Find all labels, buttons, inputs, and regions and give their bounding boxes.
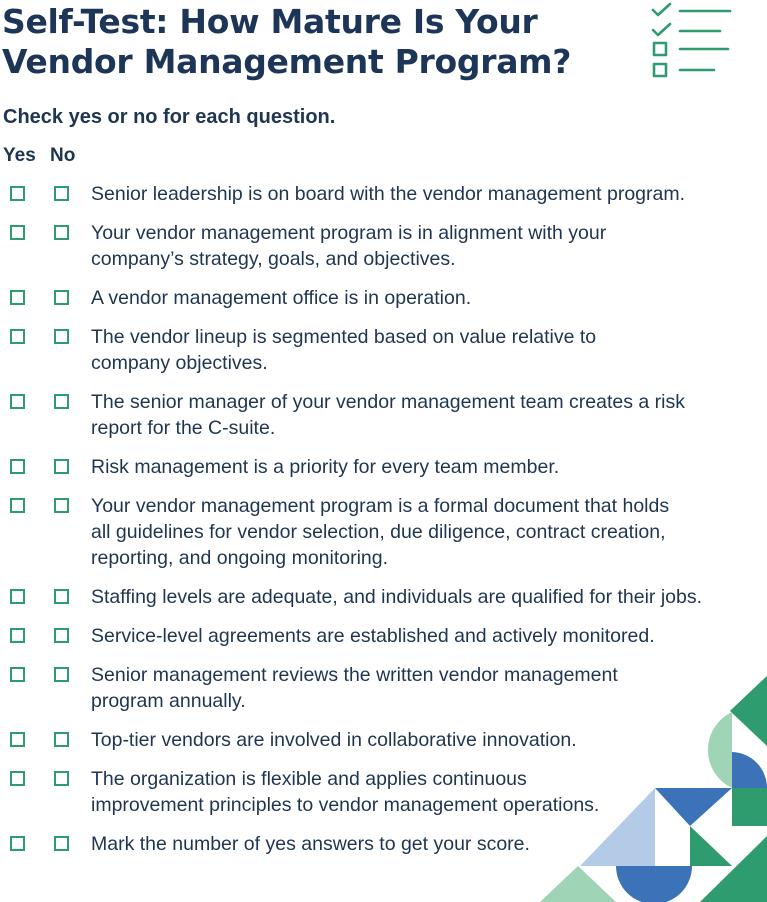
question-text bbox=[91, 454, 741, 480]
yes-checkbox[interactable] bbox=[10, 628, 25, 643]
no-checkbox[interactable] bbox=[54, 667, 69, 682]
yes-checkbox[interactable] bbox=[10, 225, 25, 240]
yes-checkbox[interactable] bbox=[10, 836, 25, 851]
column-header-yes: Yes bbox=[3, 145, 36, 166]
yes-checkbox[interactable] bbox=[10, 667, 25, 682]
yes-checkbox[interactable] bbox=[10, 589, 25, 604]
no-checkbox[interactable] bbox=[54, 394, 69, 409]
yes-checkbox[interactable] bbox=[10, 290, 25, 305]
question-line: Your vendor management program is a formal document that holds bbox=[91, 495, 670, 517]
geometric-pattern bbox=[540, 676, 767, 902]
yes-checkbox[interactable] bbox=[10, 732, 25, 747]
question-text bbox=[91, 324, 741, 376]
question-line: The vendor lineup is segmented based on value relative to bbox=[91, 326, 597, 348]
question-line: The senior manager of your vendor management team creates a risk bbox=[91, 391, 685, 413]
question-line: report for the C-suite. bbox=[91, 417, 276, 439]
instructions: Check yes or no for each question. bbox=[3, 106, 336, 128]
question-text bbox=[91, 493, 741, 571]
question-line: Senior leadership is on board with the vendor management program. bbox=[91, 183, 686, 205]
no-checkbox[interactable] bbox=[54, 628, 69, 643]
page-title bbox=[2, 2, 571, 82]
no-checkbox[interactable] bbox=[54, 459, 69, 474]
question-line: Senior management reviews the written vendor management bbox=[91, 664, 618, 686]
no-checkbox[interactable] bbox=[54, 225, 69, 240]
no-checkbox[interactable] bbox=[54, 498, 69, 513]
no-checkbox[interactable] bbox=[54, 836, 69, 851]
column-header-no: No bbox=[50, 145, 76, 166]
no-checkbox[interactable] bbox=[54, 186, 69, 201]
question-text bbox=[91, 623, 741, 649]
question-line: A vendor management office is in operation. bbox=[91, 287, 472, 309]
title-line-2: Vendor Management Program? bbox=[2, 42, 572, 81]
no-checkbox[interactable] bbox=[54, 589, 69, 604]
no-checkbox[interactable] bbox=[54, 732, 69, 747]
question-line: company’s strategy, goals, and objectives. bbox=[91, 248, 456, 270]
yes-checkbox[interactable] bbox=[10, 329, 25, 344]
question-text bbox=[91, 181, 741, 207]
question-line: The organization is flexible and applies continuous bbox=[91, 768, 527, 790]
question-line: Risk management is a priority for every team member. bbox=[91, 456, 560, 478]
question-text bbox=[91, 285, 741, 311]
no-checkbox[interactable] bbox=[54, 290, 69, 305]
question-line: program annually. bbox=[91, 690, 246, 712]
yes-checkbox[interactable] bbox=[10, 394, 25, 409]
question-line: Service-level agreements are established and actively monitored. bbox=[91, 625, 655, 647]
title-line-1: Self-Test: How Mature Is Your bbox=[2, 2, 538, 41]
question-line: company objectives. bbox=[91, 352, 268, 374]
question-line: Top-tier vendors are involved in collaborative innovation. bbox=[91, 729, 577, 751]
checklist-icon bbox=[648, 2, 734, 78]
yes-checkbox[interactable] bbox=[10, 771, 25, 786]
question-line: reporting, and ongoing monitoring. bbox=[91, 547, 389, 569]
yes-checkbox[interactable] bbox=[10, 186, 25, 201]
no-checkbox[interactable] bbox=[54, 771, 69, 786]
question-line: Your vendor management program is in alignment with your bbox=[91, 222, 607, 244]
question-line: improvement principles to vendor management operations. bbox=[91, 794, 600, 816]
no-checkbox[interactable] bbox=[54, 329, 69, 344]
question-text bbox=[91, 389, 741, 441]
question-text bbox=[91, 220, 741, 272]
question-line: Mark the number of yes answers to get your score. bbox=[91, 833, 530, 855]
yes-checkbox[interactable] bbox=[10, 498, 25, 513]
question-line: all guidelines for vendor selection, due diligence, contract creation, bbox=[91, 521, 666, 543]
question-line: Staffing levels are adequate, and individuals are qualified for their jobs. bbox=[91, 586, 703, 608]
question-text bbox=[91, 584, 741, 610]
yes-checkbox[interactable] bbox=[10, 459, 25, 474]
